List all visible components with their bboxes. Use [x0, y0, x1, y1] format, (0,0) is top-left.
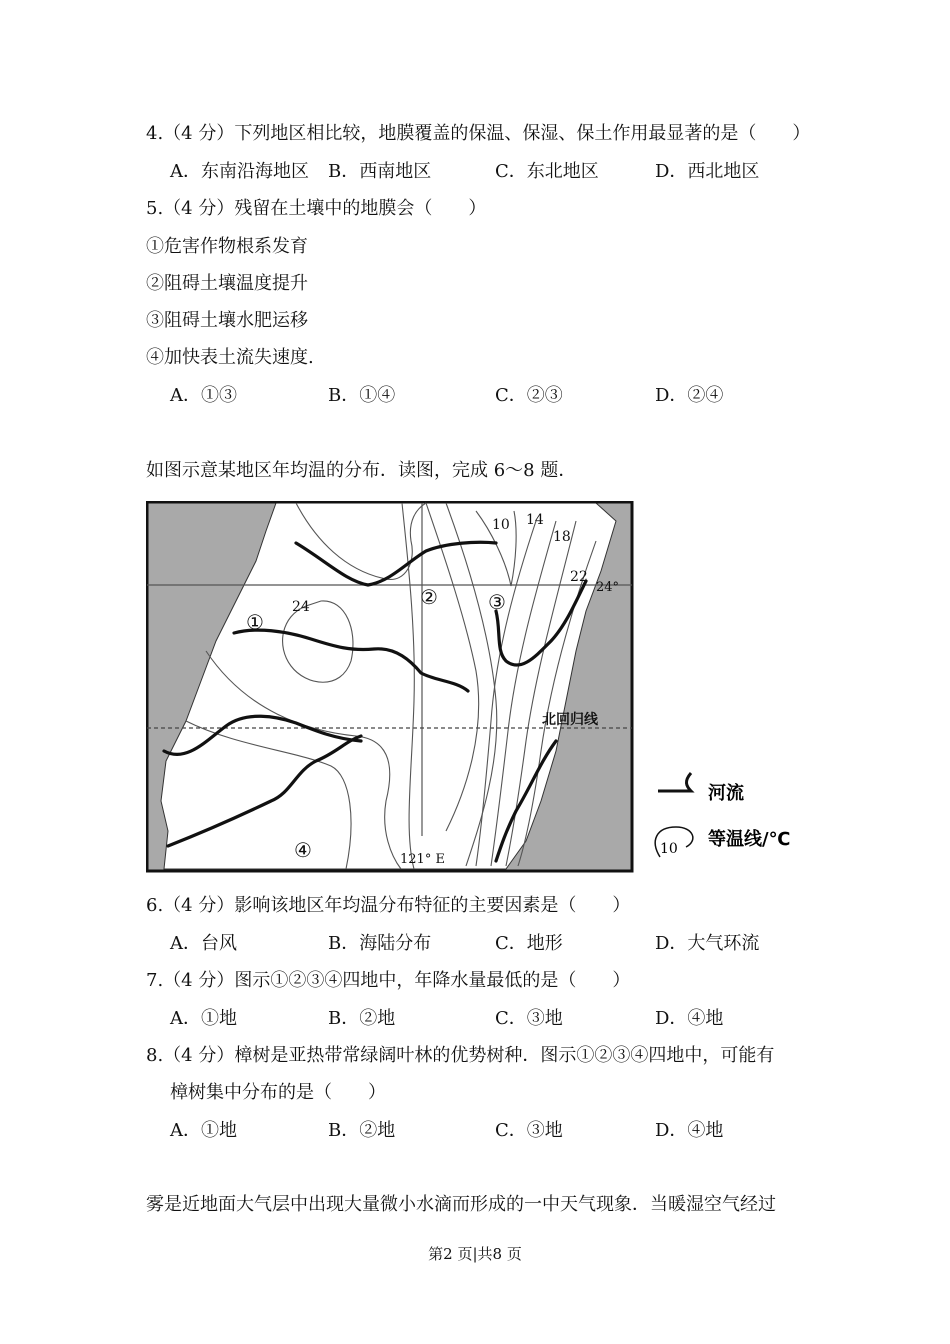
- river-legend-icon: [658, 773, 691, 791]
- q5-statement-1: ①危害作物根系发育: [146, 236, 308, 257]
- q7-option-d: D．④地: [655, 1008, 724, 1029]
- longitude-label: 121° E: [400, 852, 445, 867]
- question-8-stem: 8.（4 分）樟树是亚热带常绿阔叶林的优势树种．图示①②③④四地中，可能有: [146, 1045, 775, 1066]
- question-6-stem: 6.（4 分）影响该地区年均温分布特征的主要因素是（ ）: [146, 895, 631, 916]
- legend: [655, 773, 790, 857]
- tropic-of-cancer-label: 北回归线: [542, 712, 598, 728]
- q5-statement-2: ②阻碍土壤温度提升: [146, 273, 308, 294]
- q4-option-c: C．东北地区: [495, 161, 599, 182]
- location-4-label: ④: [294, 838, 312, 862]
- isotherm-map: [146, 501, 806, 876]
- question-4-stem: 4.（4 分）下列地区相比较，地膜覆盖的保温、保湿、保土作用最显著的是（ ）: [146, 123, 811, 144]
- location-3-label: ③: [488, 590, 506, 614]
- q5-statement-3: ③阻碍土壤水肥运移: [146, 310, 308, 331]
- isotherm-label-10: 10: [492, 517, 510, 533]
- q8-option-d: D．④地: [655, 1120, 724, 1141]
- q5-statement-4: ④加快表土流失速度.: [146, 347, 314, 368]
- legend-isotherm-sample: 10: [660, 841, 678, 857]
- q6-option-d: D．大气环流: [655, 933, 760, 954]
- q7-option-a: A．①地: [170, 1008, 237, 1029]
- q6-option-b: B．海陆分布: [328, 933, 432, 954]
- isotherm-label-14: 14: [526, 512, 544, 528]
- q4-option-b: B．西南地区: [328, 161, 432, 182]
- isotherm-label-22: 22: [570, 569, 588, 585]
- q7-option-c: C．③地: [495, 1008, 563, 1029]
- q6-option-a: A．台风: [170, 933, 237, 954]
- fog-intro: 雾是近地面大气层中出现大量微小水滴而形成的一中天气现象．当暖湿空气经过: [146, 1194, 776, 1215]
- location-1-label: ①: [246, 610, 264, 634]
- q8-option-c: C．③地: [495, 1120, 563, 1141]
- legend-river-label: 河流: [708, 783, 744, 804]
- q5-option-c: C．②③: [495, 385, 563, 406]
- map-intro: 如图示意某地区年均温的分布．读图，完成 6～8 题．: [146, 460, 577, 481]
- question-7-stem: 7.（4 分）图示①②③④四地中，年降水量最低的是（ ）: [146, 970, 631, 991]
- q8-option-b: B．②地: [328, 1120, 396, 1141]
- q6-option-c: C．地形: [495, 933, 563, 954]
- location-2-label: ②: [420, 585, 438, 609]
- question-5-stem: 5.（4 分）残留在土壤中的地膜会（ ）: [146, 198, 487, 219]
- isotherm-label-18: 18: [553, 529, 571, 545]
- q5-option-a: A．①③: [170, 385, 237, 406]
- q5-option-b: B．①④: [328, 385, 396, 406]
- legend-isotherm-label: 等温线/℃: [708, 829, 791, 850]
- question-8-stem-continued: 樟树集中分布的是（ ）: [170, 1082, 386, 1103]
- q4-option-d: D．西北地区: [655, 161, 760, 182]
- q8-option-a: A．①地: [170, 1120, 237, 1141]
- isotherm-label-24: 24: [292, 599, 310, 615]
- latitude-label: 24°: [596, 580, 620, 595]
- page-footer: 第2 页|共8 页: [428, 1245, 522, 1263]
- q5-option-d: D．②④: [655, 385, 724, 406]
- q4-option-a: A．东南沿海地区: [170, 161, 309, 182]
- q7-option-b: B．②地: [328, 1008, 396, 1029]
